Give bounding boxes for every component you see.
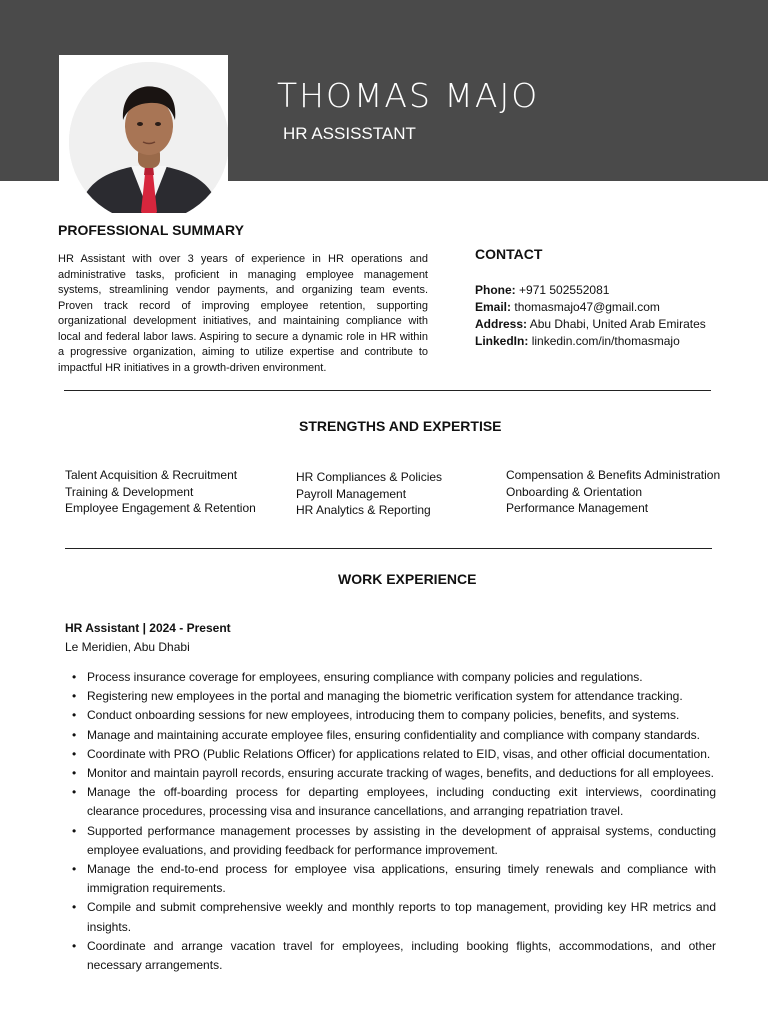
linkedin-value[interactable]: linkedin.com/in/thomasmajo [531, 334, 680, 348]
skills-column-2 [296, 469, 442, 519]
duty-item: • Coordinate and arrange vacation travel for employees, including booking flights, accommodations, and other necessary arrangements. [65, 937, 716, 975]
summary-text: HR Assistant with over 3 years of experience in HR operations and administrative tasks, proficient in managing employee management systems, streamlining vendor payments, and organizing team events. Proven track record of improving employee retention, supporting organizational development initiatives, and maintaining compliance with local and federal labor laws. Aspiring to secure a dynamic role in HR within a progressive organization, aiming to utilize expertise and contribute to impactful HR initiatives in a growth-driven environment. [58, 253, 428, 374]
address-label: Address: [475, 317, 528, 331]
duty-item: • Registering new employees in the portal and managing the biometric verification system for attendance tracking. [65, 687, 716, 706]
skills-column-3 [506, 467, 720, 517]
phone-label: Phone: [475, 283, 516, 297]
duty-item: • Supported performance management processes by assisting in the development of appraisal systems, conducting employee evaluations, and providing feedback for performance improvement. [65, 822, 716, 860]
skills-column-1 [65, 467, 256, 517]
section-divider [64, 390, 711, 391]
skill-item: Talent Acquisition & Recruitment [65, 468, 238, 482]
section-divider [65, 548, 712, 549]
profile-photo [69, 62, 228, 213]
profile-photo-frame [59, 55, 228, 213]
candidate-name: THOMAS MAJO [277, 76, 540, 115]
skill-item: Employee Engagement & Retention [65, 501, 256, 515]
duty-item: • Manage and maintaining accurate employee files, ensuring confidentiality and compliance with company standards. [65, 726, 716, 745]
duties-list [65, 668, 716, 975]
email-label: Email: [475, 300, 512, 314]
duty-item: • Compile and submit comprehensive weekly and monthly reports to top management, providing key HR metrics and insights. [65, 898, 716, 936]
address-value: Abu Dhabi, United Arab Emirates [529, 317, 706, 331]
candidate-title: HR ASSISSTANT [283, 124, 416, 143]
contact-heading: CONTACT [475, 246, 543, 262]
email-value[interactable]: thomasmajo47@gmail.com [514, 300, 660, 314]
phone-value: +971 502552081 [519, 283, 610, 297]
contact-address [475, 316, 706, 333]
skill-item: Training & Development [65, 484, 194, 499]
skill-item: Onboarding & Orientation [506, 484, 643, 499]
duty-item: • Conduct onboarding sessions for new employees, introducing them to company policies, benefits, and systems. [65, 706, 716, 725]
experience-heading: WORK EXPERIENCE [338, 571, 477, 587]
linkedin-label: LinkedIn: [475, 334, 529, 348]
contact-phone [475, 282, 706, 299]
duty-item: • Coordinate with PRO (Public Relations Officer) for applications related to EID, visas, and other official documentation. [65, 745, 716, 764]
duty-item: • Manage the off-boarding process for departing employees, including conducting exit interviews, coordinating clearance procedures, processing visa and insurance cancellations, and arranging repatriation travel. [65, 783, 716, 821]
duty-item: • Process insurance coverage for employees, ensuring compliance with company policies and regulations. [65, 668, 716, 687]
duty-item: • Monitor and maintain payroll records, ensuring accurate tracking of wages, benefits, and deductions for all employees. [65, 764, 716, 783]
contact-linkedin [475, 333, 706, 350]
duty-item: • Manage the end-to-end process for employee visa applications, ensuring timely renewals and compliance with immigration requirements. [65, 860, 716, 898]
job-company: Le Meridien, Abu Dhabi [65, 640, 190, 654]
summary-heading: PROFESSIONAL SUMMARY [58, 222, 244, 238]
person-portrait-icon [69, 62, 228, 213]
contact-list [475, 282, 706, 350]
job-title: HR Assistant | 2024 - Present [65, 621, 231, 635]
contact-email [475, 299, 706, 316]
skill-item: Performance Management [506, 501, 649, 515]
skill-item: HR Compliances & Policies [296, 470, 443, 484]
strengths-heading: STRENGTHS AND EXPERTISE [299, 418, 502, 434]
skill-item: Payroll Management [296, 486, 407, 501]
skill-item: Compensation & Benefits Administration [506, 468, 721, 482]
skill-item: HR Analytics & Reporting [296, 503, 431, 517]
